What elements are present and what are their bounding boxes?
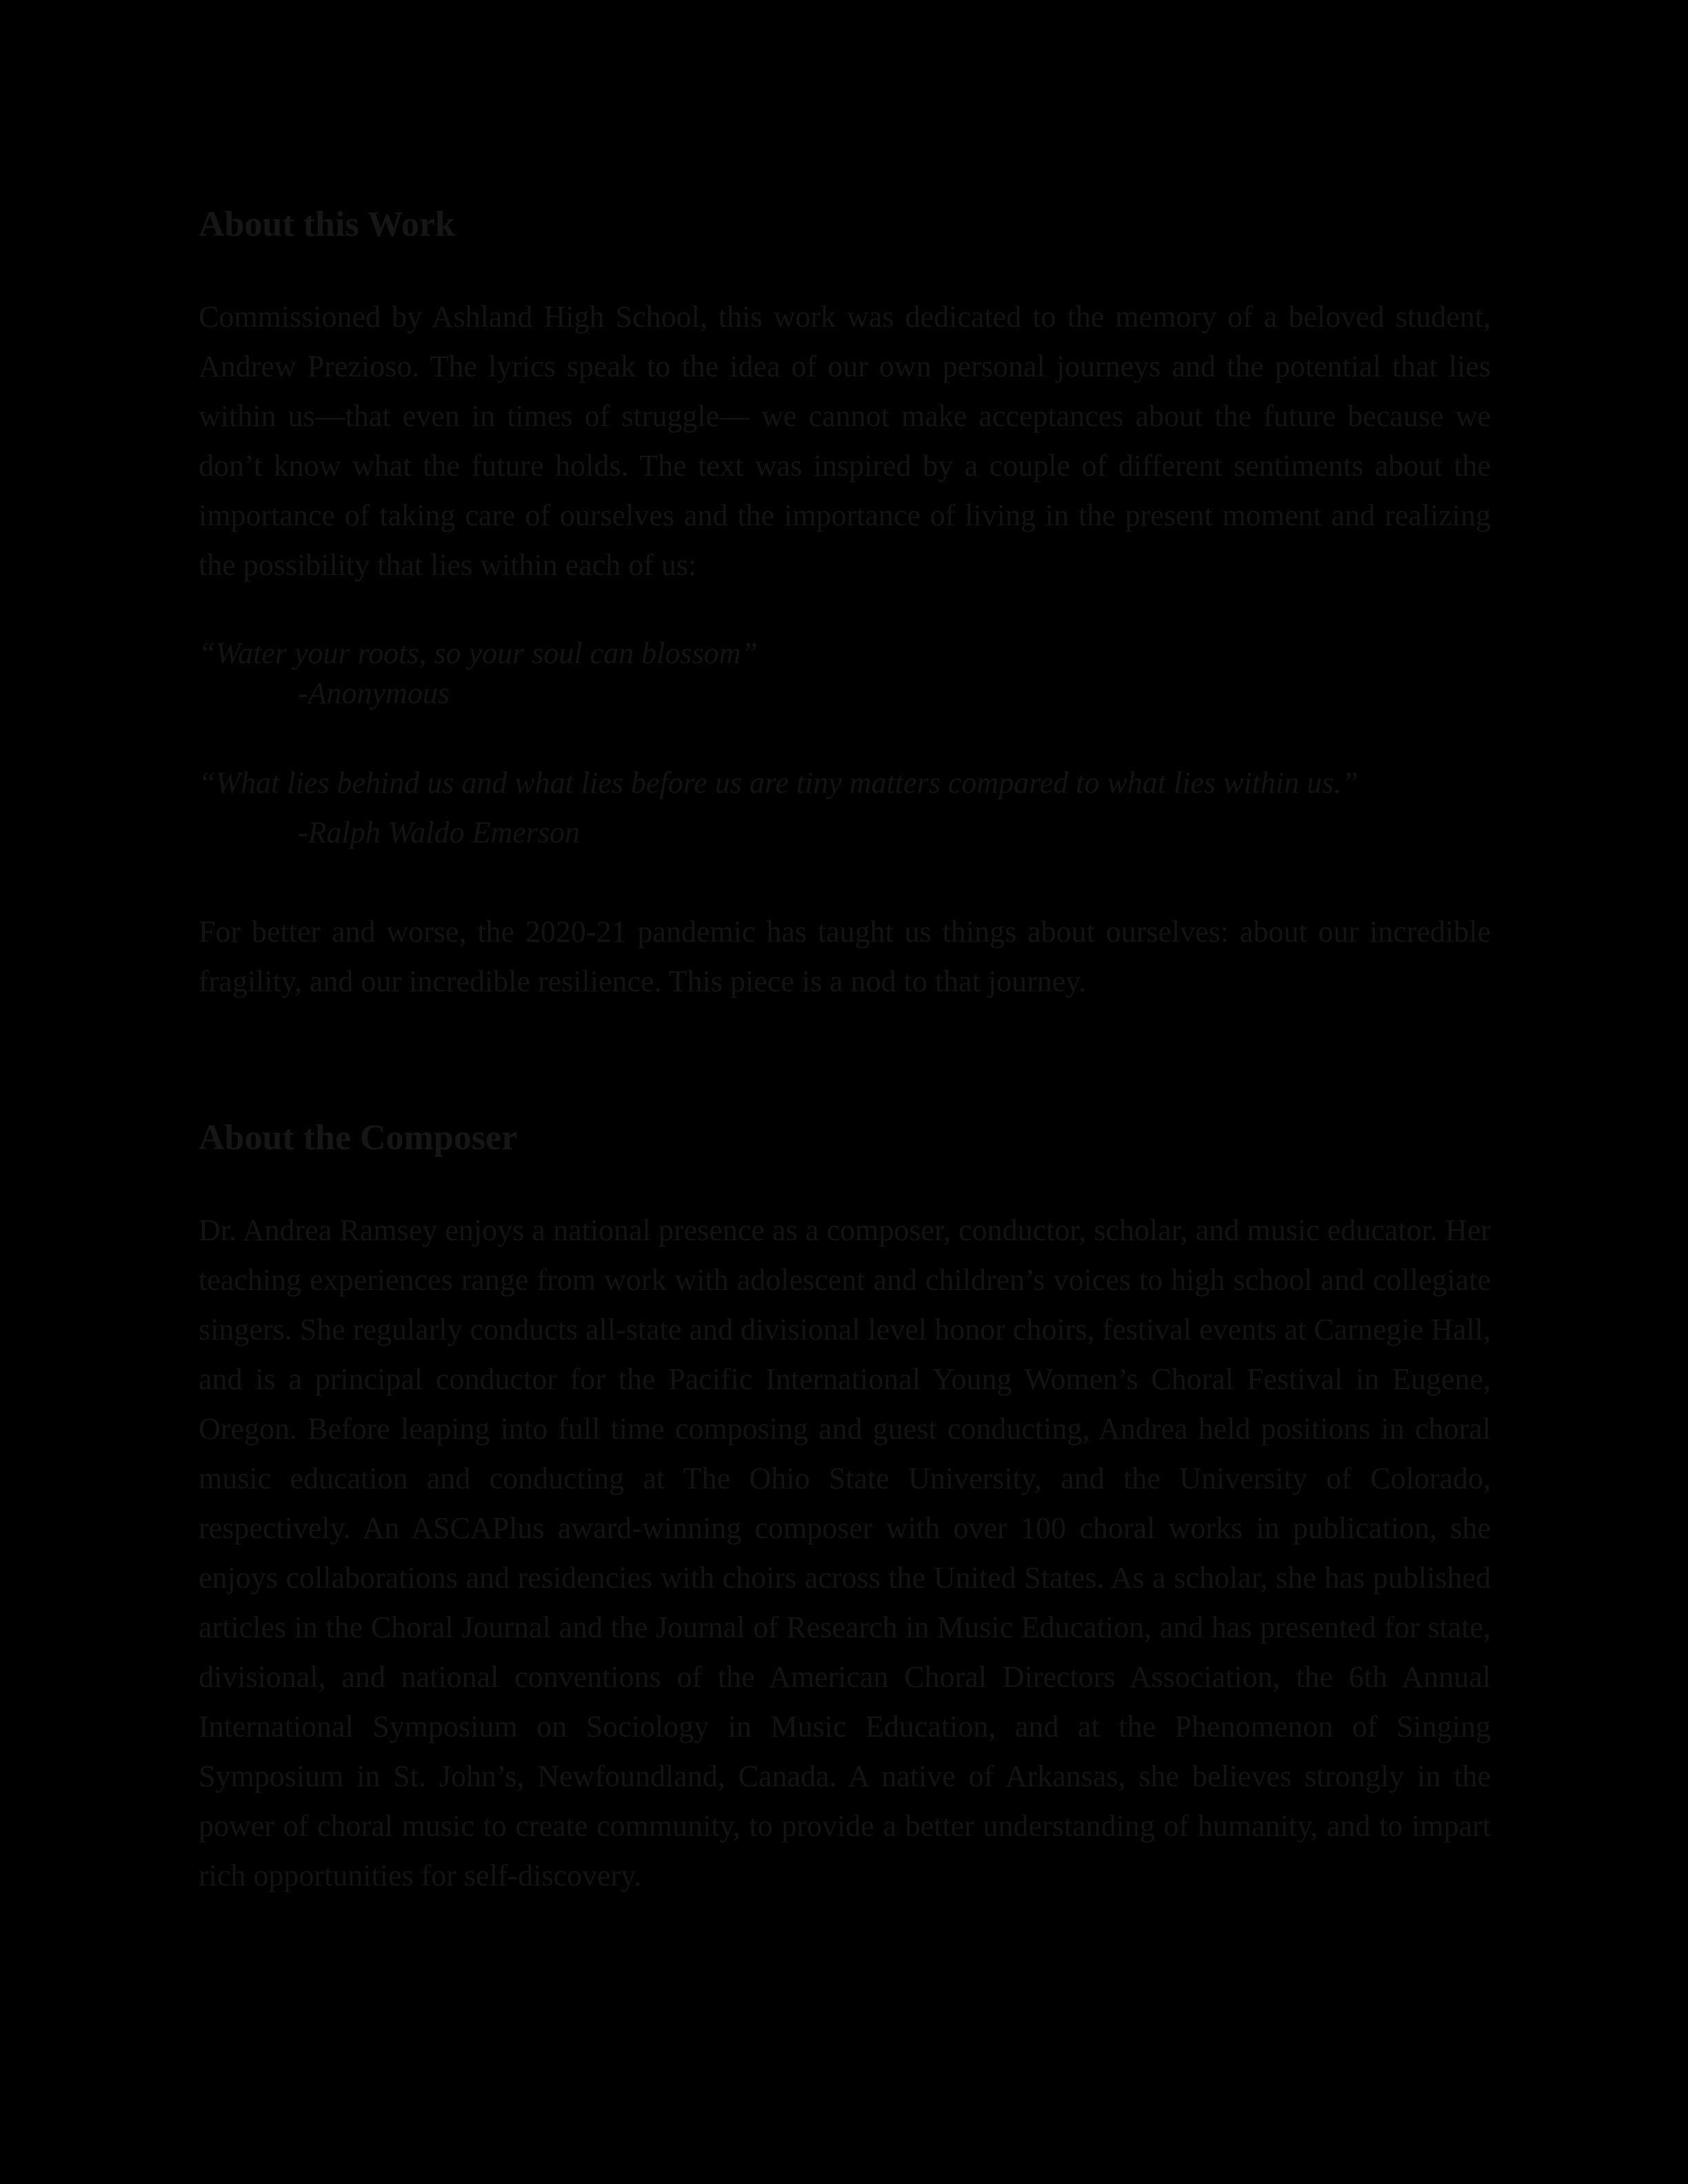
quote-roots-attribution: -Anonymous [298, 676, 450, 710]
composer-bio: Dr. Andrea Ramsey enjoys a national presence as a composer, conductor, scholar, and music educator. Her teaching experiences range from work with adolescent and children’s voices to high school and collegiate singers. She regularly conducts all-state and divisional level honor choirs, festival events at Carnegie Hall, and is a principal conductor for the Pacific International Young Women’s Choral Festival in Eugene, Oregon. Before leaping into full time composing and guest conducting, Andrea held positions in choral music education and conducting at The Ohio State University, and the University of Colorado, respectively. An ASCAPlus award-winning composer with over 100 choral works in publication, she enjoys collaborations and residencies with choirs across the United States. As a scholar, she has published articles in the Choral Journal and the Journal of Research in Music Education, and has presented for state, divisional, and national conventions of the American Choral Directors Association, the 6th Annual International Symposium on Sociology in Music Education, and at the Phenomenon of Singing Symposium in St. John’s, Newfoundland, Canada. A native of Arkansas, she believes strongly in the power of choral music to create community, to provide a better understanding of humanity, and to impart rich opportunities for self-discovery. [199, 1213, 1491, 1892]
about-composer-heading: About the Composer [199, 1118, 518, 1157]
about-work-paragraph: Commissioned by Ashland High School, this work was dedicated to the memory of a beloved student, Andrew Prezioso. The lyrics speak to the idea of our own personal journeys and the potential that lies within us—that even in times of struggle— we cannot make acceptances about the future because we don’t know what the future holds. The text was inspired by a couple of different sentiments about the importance of taking care of ourselves and the importance of living in the present moment and realizing the possibility that lies within each of us: [199, 300, 1491, 582]
quote-emerson-attribution: -Ralph Waldo Emerson [298, 816, 581, 849]
document-page [199, 0, 1491, 2184]
quote-emerson: “What lies behind us and what lies before us are tiny matters compared to what lies within us.” [199, 766, 1358, 800]
quote-roots: “Water your roots, so your soul can blossom” [199, 636, 758, 670]
about-work-heading: About this Work [199, 205, 455, 244]
pandemic-paragraph: For better and worse, the 2020-21 pandemic has taught us things about ourselves: about our incredible fragility, and our incredible resilience. This piece is a nod to that journey. [199, 915, 1491, 998]
